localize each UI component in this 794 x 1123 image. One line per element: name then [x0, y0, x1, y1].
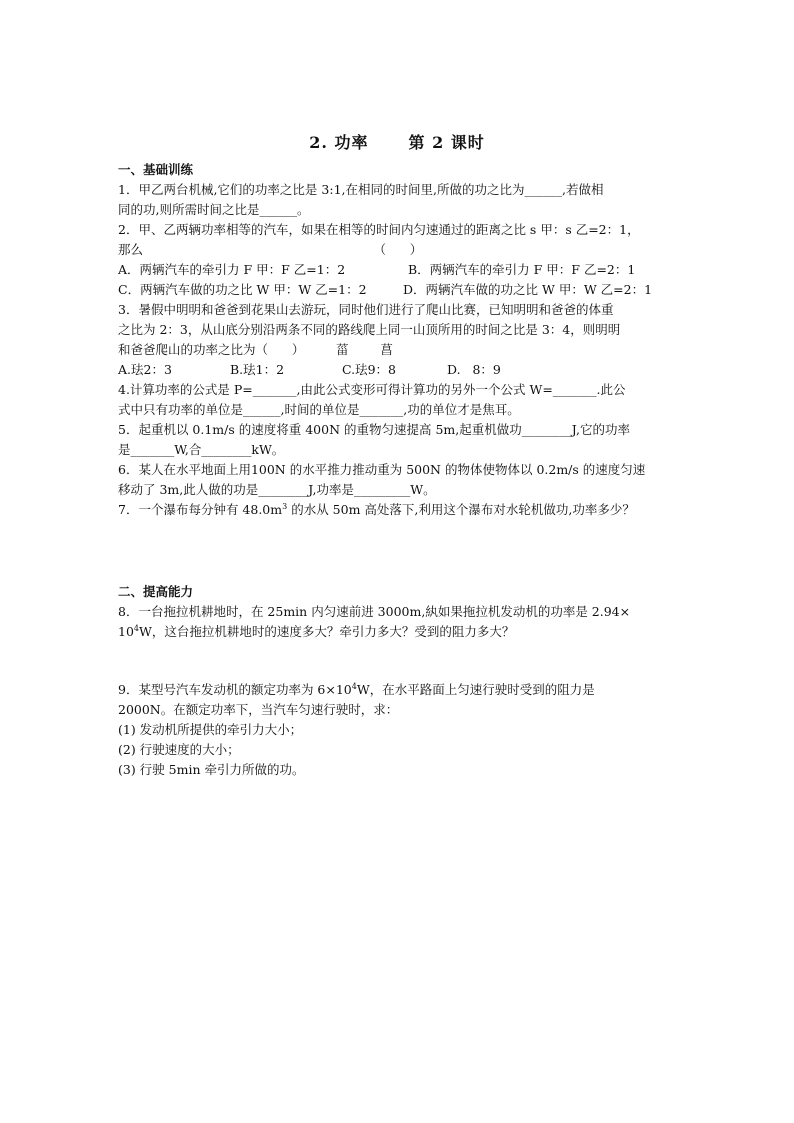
- q2-line1: 2．甲、乙两辆功率相等的汽车，如果在相等的时间内匀速通过的距离之比 s 甲：s 乙=2：1，: [118, 222, 640, 237]
- q3-line2: 之比为 2：3，从山底分别沿两条不同的路线爬上同一山顶所用的时间之比是 3：4，则明明: [118, 322, 621, 337]
- q2-options-ab: [118, 260, 678, 280]
- q5-line1: 5．起重机以 0.1m/s 的速度将重 400N 的重物匀速提高 5m,起重机做功________J,它的功率: [118, 422, 631, 437]
- q3-option-a: A.珐2：3: [118, 362, 172, 377]
- q3-option-b: B.珐1：2: [230, 362, 285, 377]
- question-4: [118, 380, 678, 420]
- q8-superscript: 4: [133, 623, 139, 633]
- q9-text-end: W，在水平路面上匀速行驶时受到的阻力是: [356, 682, 595, 697]
- question-8: [118, 602, 678, 642]
- q2-line2: 那么 （ ）: [118, 242, 423, 257]
- q7-text-end: 的水从 50m 高处落下,利用这个瀑布对水轮机做功,功率多少？: [287, 502, 635, 517]
- question-6: [118, 460, 678, 500]
- q7-superscript: 3: [282, 501, 288, 511]
- question-5: [118, 420, 678, 460]
- page-title: [0, 130, 794, 153]
- q7-text-start: 7．一个瀑布每分钟有 48.0m: [118, 502, 283, 517]
- q6-line2: 移动了 3m,此人做的功是________J,功率是_________W。: [118, 482, 436, 497]
- q8-line1: 8．一台拖拉机耕地时，在 25min 内匀速前进 3000m,紈如果拖拉机发动机的功率是 2.94×: [118, 604, 631, 619]
- q1-line1: 1．甲乙两台机械,它们的功率之比是 3:1,在相同的时间里,所做的功之比为______,若做相: [118, 182, 604, 197]
- q8-text-end: W，这台拖拉机耕地时的速度多大？牵引力多大？受到的阻力多大？: [139, 624, 515, 639]
- q9-line2: 2000N。在额定功率下，当汽车匀速行驶时，求：: [118, 702, 399, 717]
- title-section: 2. 功率: [309, 133, 369, 152]
- q2-options-cd: [118, 280, 678, 300]
- q2-option-c: C．两辆汽车做的功之比 W 甲：W 乙=1：2: [118, 282, 367, 297]
- answer-space-q7: [118, 520, 678, 582]
- section-heading-advanced: 二、提高能力: [118, 584, 194, 599]
- q9-sub1: (1) 发动机所提供的牵引力大小；: [118, 722, 303, 737]
- q2-option-d: D．两辆汽车做的功之比 W 甲：W 乙=2：1: [403, 282, 653, 297]
- q2-option-a: A．两辆汽车的牵引力 F 甲：F 乙=1：2: [118, 262, 346, 277]
- q4-line2: 式中只有功率的单位是______,时间的单位是_______,功的单位才是焦耳。: [118, 402, 520, 417]
- q3-line3: 和爸爸爬山的功率之比为（ ） 菑 菖: [118, 342, 393, 357]
- question-2: [118, 220, 678, 300]
- q4-line1: 4.计算功率的公式是 P=_______,由此公式变形可得计算功的另外一个公式 W=_______.此公: [118, 382, 626, 397]
- q3-line1: 3．暑假中明明和爸爸到花果山去游玩，同时他们进行了爬山比赛，已知明明和爸爸的体重: [118, 302, 614, 317]
- answer-space-q8: [118, 642, 678, 680]
- q1-line2: 同的功,则所需时间之比是______。: [118, 202, 310, 217]
- q2-option-b: B．两辆汽车的牵引力 F 甲：F 乙=2：1: [408, 262, 636, 277]
- q8-power-base: 10: [118, 624, 134, 639]
- section-heading-basic: 一、基础训练: [118, 162, 194, 177]
- q3-options: [118, 360, 678, 380]
- question-9: [118, 680, 678, 780]
- question-3: [118, 300, 678, 380]
- exercise-content: [118, 160, 678, 780]
- q3-option-d: D. 8：9: [447, 362, 501, 377]
- q9-text-start: 9．某型号汽车发动机的额定功率为 6×10: [118, 682, 352, 697]
- q9-line1: [118, 680, 678, 700]
- q9-sub3: (3) 行驶 5min 牵引力所做的功。: [118, 762, 305, 777]
- q5-line2: 是_______W,合________kW。: [118, 442, 285, 457]
- q9-superscript: 4: [351, 681, 357, 691]
- question-1: [118, 180, 678, 220]
- title-lesson: 第 2 课时: [408, 133, 485, 152]
- question-7: [118, 500, 678, 520]
- q8-line2: [118, 622, 678, 642]
- q6-line1: 6．某人在水平地面上用100N 的水平推力推动重为 500N 的物体使物体以 0.2m/s 的速度匀速: [118, 462, 646, 477]
- q9-sub2: (2) 行驶速度的大小；: [118, 742, 240, 757]
- q3-option-c: C.珐9：8: [342, 362, 396, 377]
